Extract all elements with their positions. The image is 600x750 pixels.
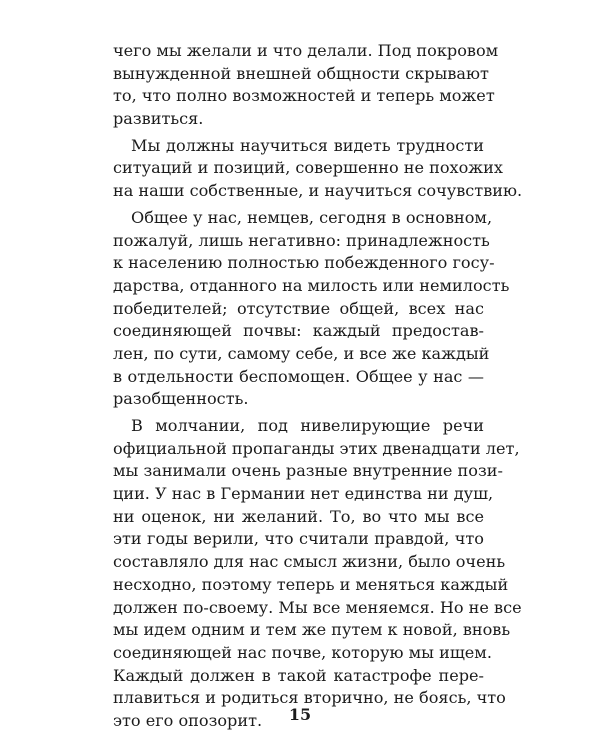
text-line: это его опозорит. <box>113 710 263 730</box>
text-line: разобщенность. <box>113 389 249 409</box>
paragraph <box>113 207 510 411</box>
body-text <box>113 40 523 733</box>
text-line: мы занимали очень разные внутренние пози- <box>113 461 503 481</box>
text-line: соединяющей почвы: каждый предостав- <box>113 321 484 341</box>
text-line: Мы должны научиться видеть трудности <box>131 135 484 155</box>
paragraph <box>113 40 499 131</box>
text-line: составляло для нас смысл жизни, было очень <box>113 552 506 572</box>
text-line: дарства, отданного на милость или немилость <box>113 275 510 295</box>
text-line: несходно, поэтому теперь и меняться каждый <box>113 574 509 594</box>
paragraph <box>113 415 522 733</box>
text-line: чего мы желали и что делали. Под покровом <box>113 41 499 60</box>
text-line: мы идем одним и тем же путем к новой, вновь <box>113 620 511 640</box>
text-line: эти годы верили, что считали правдой, что <box>113 529 484 549</box>
text-line: вынужденной внешней общности скрывают <box>113 63 489 83</box>
text-line: то, что полно возможностей и теперь может <box>113 86 495 106</box>
text-line: Каждый должен в такой катастрофе пере- <box>113 665 484 685</box>
page-number: 15 <box>288 705 312 724</box>
text-line: развиться. <box>113 109 204 129</box>
text-line: В молчании, под нивелирующие речи <box>131 416 484 435</box>
text-line: должен по-своему. Мы все меняемся. Но не все <box>113 597 522 617</box>
text-line: ситуаций и позиций, совершенно не похожих <box>113 158 503 178</box>
text-line: победителей; отсутствие общей, всех нас <box>113 298 484 318</box>
text-line: соединяющей нас почве, которую мы ищем. <box>113 642 492 662</box>
text-line: лен, по сути, самому себе, и все же каждый <box>113 343 490 363</box>
text-line: к населению полностью побежденного госу- <box>113 253 495 273</box>
text-line: плавиться и родиться вторично, не боясь, что <box>113 688 506 708</box>
text-line: на наши собственные, и научиться сочувствию. <box>113 181 523 201</box>
paragraph <box>113 135 523 203</box>
text-line: в отдельности беспомощен. Общее у нас — <box>113 366 484 386</box>
text-line: пожалуй, лишь негативно: принадлежность <box>113 230 490 250</box>
text-line: ни оценок, ни желаний. То, во что мы все <box>113 506 484 526</box>
text-line: ции. У нас в Германии нет единства ни душ, <box>113 484 494 504</box>
text-line: официальной пропаганды этих двенадцати лет, <box>113 438 520 458</box>
text-line: Общее у нас, немцев, сегодня в основном, <box>131 207 493 227</box>
